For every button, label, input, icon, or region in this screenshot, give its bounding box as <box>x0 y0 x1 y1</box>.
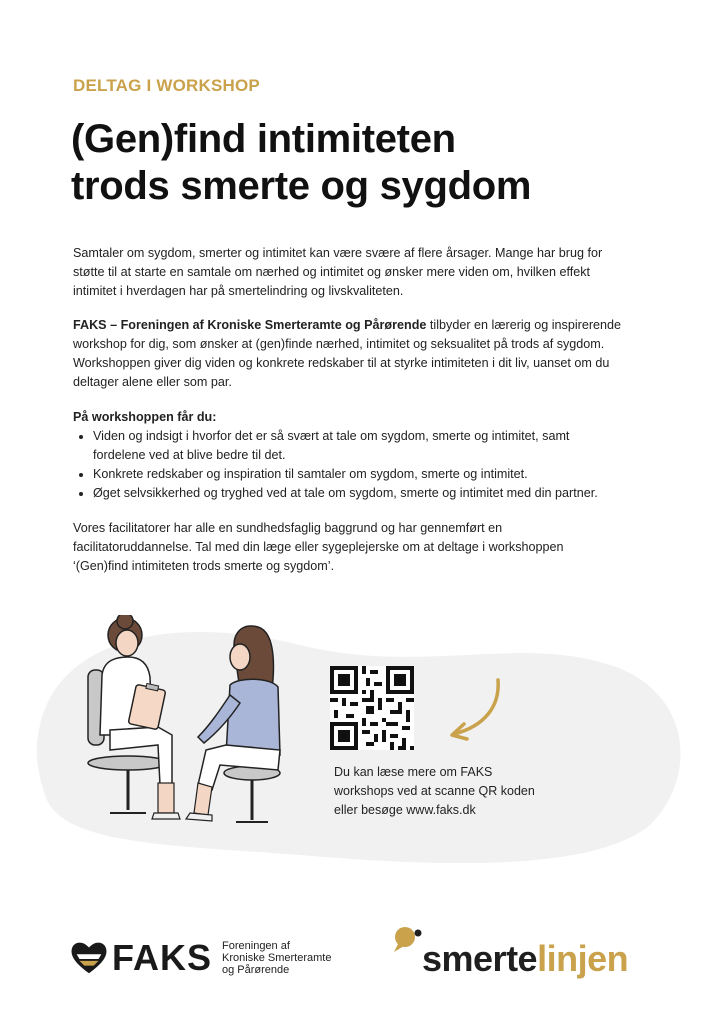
faks-wordmark: FAKS <box>112 937 213 978</box>
about-line-rest: tilbyder en lærerig og inspirerende <box>426 318 622 332</box>
title-line-2: trods smerte og sygdom <box>71 164 532 208</box>
qr-instructions <box>334 763 574 820</box>
facilitators-line: facilitatoruddannelse. Tal med din læge eller sygeplejerske om at deltage i workshoppen <box>73 540 564 554</box>
qr-code[interactable] <box>330 666 414 750</box>
about-paragraph <box>73 316 663 392</box>
page-title <box>71 116 531 210</box>
speech-bubble-icon <box>392 924 422 954</box>
about-line <box>73 316 663 335</box>
org-name: FAKS – Foreningen af Kroniske Smerteramte og Pårørende <box>73 318 427 332</box>
heart-icon <box>70 939 108 977</box>
list-item: • Konkrete redskaber og inspiration til samtaler om sygdom, smerte og intimitet. <box>93 465 663 484</box>
intro-line: støtte til at starte en samtale om nærhed og intimitet og ønsker mere viden om, hvilken effekt <box>73 265 591 279</box>
curved-arrow-icon <box>440 676 510 746</box>
intro-line: intimitet i hverdagen har på smertelindring og livskvaliteten. <box>73 284 404 298</box>
facilitators-line: ‘(Gen)find intimiteten trods smerte og sygdom’. <box>73 559 335 573</box>
qr-text-line: eller besøge www.faks.dk <box>334 803 476 817</box>
benefits-heading: På workshoppen får du: <box>73 410 217 424</box>
list-item-line: • Viden og indsigt i hvorfor det er så svært at tale om sygdom, smerte og intimitet, samt <box>93 429 570 443</box>
faks-subtitle-line: Foreningen af <box>222 940 290 952</box>
linjen-part: linjen <box>537 938 629 979</box>
intro-paragraph <box>73 244 663 301</box>
kicker: DELTAG I WORKSHOP <box>73 76 260 95</box>
faks-subtitle <box>222 940 331 976</box>
title-line-1: (Gen)find intimiteten <box>71 117 456 161</box>
doctor-patient-illustration <box>80 615 320 835</box>
benefits-section <box>73 408 663 503</box>
smertelinjen-wordmark <box>422 938 628 980</box>
facilitators-paragraph <box>73 519 663 576</box>
qr-text-line: Du kan læse mere om FAKS <box>334 765 493 779</box>
smerte-part: smerte <box>422 938 538 979</box>
faks-logo <box>70 937 331 979</box>
benefits-list <box>73 427 663 503</box>
list-item <box>93 427 663 465</box>
about-line: deltager alene eller som par. <box>73 375 232 389</box>
list-item: • Øget selvsikkerhed og tryghed ved at tale om sygdom, smerte og intimitet med din partner. <box>93 484 663 503</box>
facilitators-line: Vores facilitatorer har alle en sundhedsfaglig baggrund og har gennemført en <box>73 521 503 535</box>
list-item-line: fordelene ved at blive bedre til det. <box>93 448 286 462</box>
qr-text-line: workshops ved at scanne QR koden <box>334 784 535 798</box>
about-line: workshop for dig, som ønsker at (gen)finde nærhed, intimitet og seksualitet på trods af sygdom. <box>73 337 605 351</box>
faks-subtitle-line: og Pårørende <box>222 964 290 976</box>
about-line: Workshoppen giver dig viden og konkrete redskaber til at styrke intimiteten i dit liv, uanset om du <box>73 356 610 370</box>
faks-subtitle-line: Kroniske Smerteramte <box>222 952 332 964</box>
intro-line: Samtaler om sygdom, smerter og intimitet kan være svære af flere årsager. Mange har brug for <box>73 246 603 260</box>
smertelinjen-logo <box>392 924 628 980</box>
